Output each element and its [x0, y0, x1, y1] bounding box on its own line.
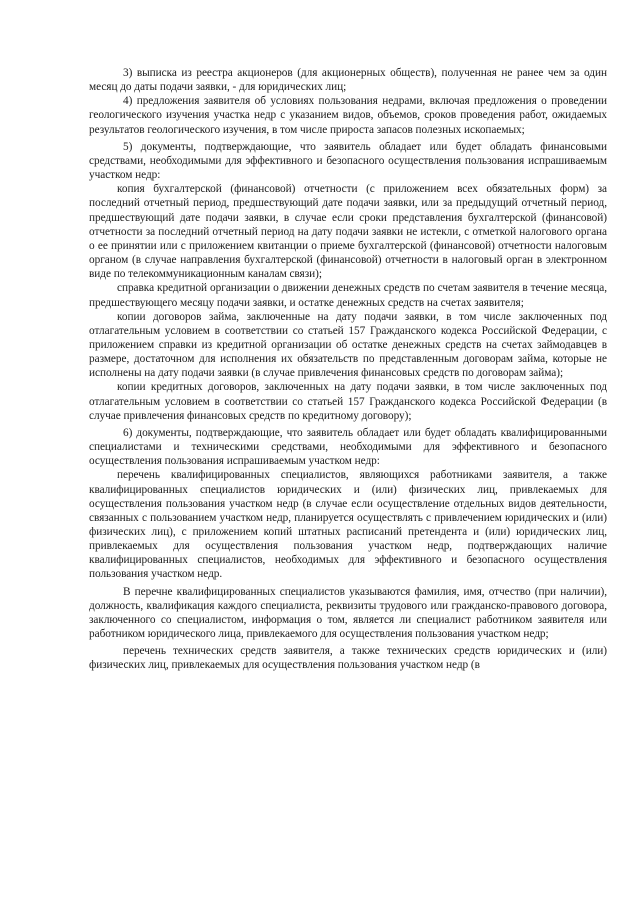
paragraph-specialists-details: В перечне квалифицированных специалистов указываются фамилия, имя, отчество (при наличии), должность, квалификация каждого специалиста, реквизиты трудового или гражданско-правового договора, заключенного со специалистом, информация о том, является ли специалист работником заявителя или работником юридического лица, привлекаемого для осуществления пользования участком недр; [89, 585, 607, 641]
paragraph-item-4: 4) предложения заявителя об условиях пользования недрами, включая предложения о проведении геологического изучения участка недр с указанием видов, объемов, сроков проведения работ, ожидаемых результатов геологического изучения, в том числе прироста запасов полезных ископаемых; [89, 95, 607, 136]
paragraph-loan-agreements: копии договоров займа, заключенные на дату подачи заявки, в том числе заключенных под отлагательным условием в соответствии со статьей 157 Гражданского кодекса Российской Федерации, с приложением справки из кредитной организации об остатке денежных средств на счетах займодавцев в размере, достаточном для исполнения их обязательств по представленным договорам займа, которые не исполнены на дату подачи заявки (в случае привлечения финансовых средств по договорам займа); [89, 310, 607, 380]
paragraph-item-3: 3) выписка из реестра акционеров (для акционерных обществ), полученная не ранее чем за один месяц до даты подачи заявки, - для юридических лиц; [89, 67, 607, 94]
paragraph-technical-means: перечень технических средств заявителя, а также технических средств юридических и (или) физических лиц, привлекаемых для осуществления пользования участком недр (в [89, 645, 607, 672]
paragraph-item-6: 6) документы, подтверждающие, что заявитель обладает или будет обладать квалифицированными специалистами и техническими средствами, необходимыми для эффективного и безопасного осуществления пользования испрашиваемым участком недр: [89, 426, 607, 468]
paragraph-specialists-list: перечень квалифицированных специалистов, являющихся работниками заявителя, а также квалифицированных специалистов юридических и (или) физических лиц, привлекаемых для осуществления пользования участком недр (в случае если осуществление отдельных видов деятельности, связанных с пользованием участком недр, планируется осуществлять с привлечением юридических и (или) физических лиц), с приложением копий штатных расписаний претендента и (или) юридических лиц, привлекаемых для осуществления пользования участком недр, подтверждающих наличие квалифицированных специалистов, необходимых для эффективного и безопасного осуществления пользования участком недр. [89, 469, 607, 581]
paragraph-bank-statement: справка кредитной организации о движении денежных средств по счетам заявителя в течение месяца, предшествующего месяцу подачи заявки, и остатке денежных средств на счетах заявителя; [89, 282, 607, 309]
paragraph-item-5: 5) документы, подтверждающие, что заявитель обладает или будет обладать финансовыми средствами, необходимыми для эффективного и безопасного осуществления пользования испрашиваемым участком недр: [89, 140, 607, 182]
paragraph-credit-agreements: копии кредитных договоров, заключенных на дату подачи заявки, в том числе заключенных под отлагательным условием в соответствии со статьей 157 Гражданского кодекса Российской Федерации (в случае привлечения финансовых средств по кредитному договору); [89, 381, 607, 422]
paragraph-accounting-report: копия бухгалтерской (финансовой) отчетности (с приложением всех обязательных форм) за последний отчетный период, предшествующий дате подачи заявки, или за предыдущий отчетный период, предшествующий дате подачи заявки, в случае если сроки представления бухгалтерской (финансовой) отчетности за последний отчетный период на дату подачи заявки не истекли, с отметкой налогового органа о ее принятии или с приложением квитанции о приеме бухгалтерской (финансовой) отчетности налоговым органом (в случае направления бухгалтерской (финансовой) отчетности в налоговый орган в электронном виде по телекоммуникационным каналам связи); [89, 183, 607, 281]
